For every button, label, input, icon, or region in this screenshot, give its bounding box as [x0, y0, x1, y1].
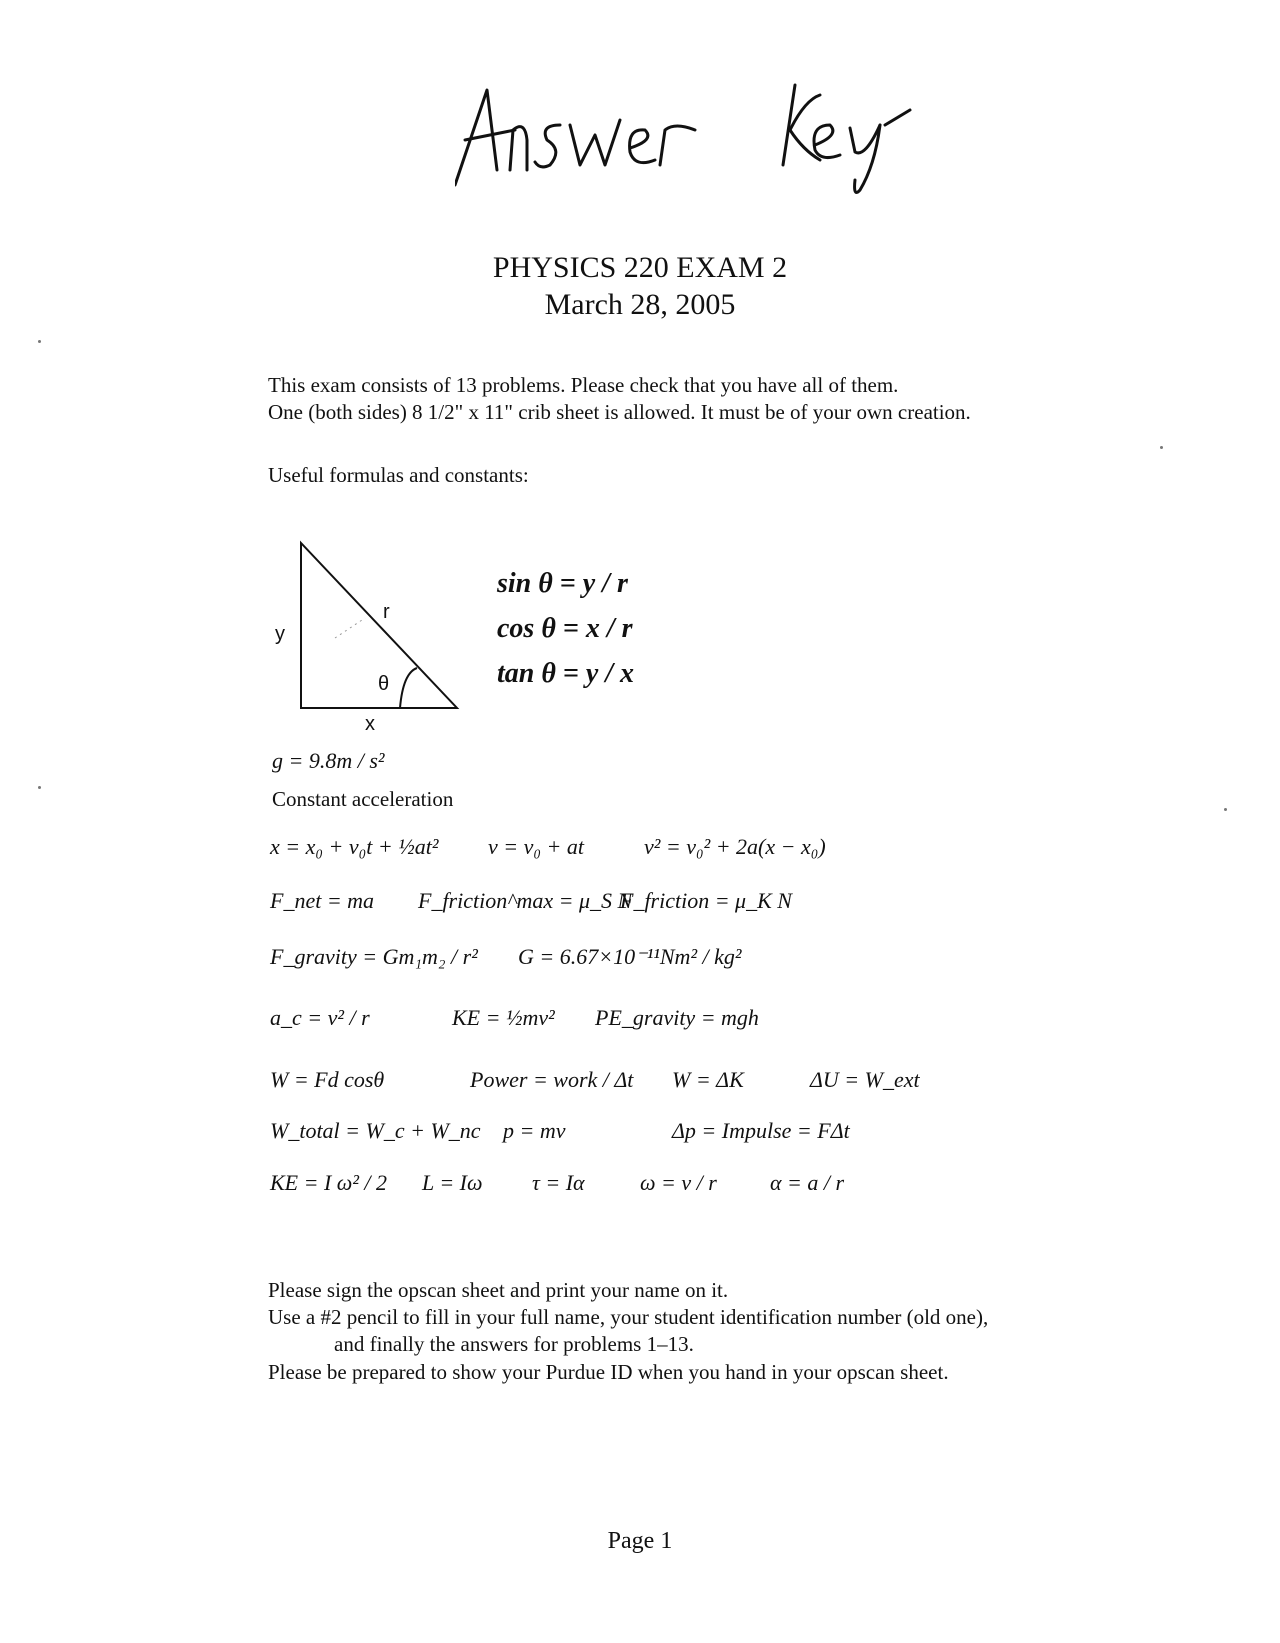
- constant-acceleration-label: Constant acceleration: [272, 787, 454, 811]
- formula-work: W = Fd cosθ: [270, 1067, 385, 1092]
- formula-potential-energy: PE_gravity = mgh: [595, 1005, 759, 1030]
- page-footer: Page 1: [607, 1528, 673, 1554]
- formula-gravity-force: F_gravity = Gm₁m₂ / r²: [270, 944, 478, 969]
- closing-line-1: Please sign the opscan sheet and print your name on it.: [268, 1278, 729, 1302]
- trig-tan: tan θ = y / x: [497, 658, 635, 689]
- formula-delta-u: ΔU = W_ext: [810, 1067, 920, 1092]
- formulas-heading: Useful formulas and constants:: [268, 463, 529, 487]
- triangle-label-theta: θ: [378, 673, 390, 695]
- formula-angular-momentum: L = Iω: [422, 1170, 483, 1195]
- formula-newton: F_net = ma: [270, 888, 375, 913]
- formula-torque: τ = Iα: [532, 1170, 585, 1195]
- formula-work-energy: W = ΔK: [672, 1067, 744, 1092]
- scan-speck: [38, 340, 41, 343]
- formula-centripetal: a_c = v² / r: [270, 1005, 370, 1030]
- formula-kinetic-friction: F_friction = μ_K N: [620, 888, 792, 913]
- formula-rotational-ke: KE = I ω² / 2: [270, 1170, 388, 1195]
- right-triangle-diagram: [265, 538, 465, 738]
- exam-date: March 28, 2005: [544, 288, 736, 321]
- formula-static-friction: F_friction^max = μ_S N: [418, 888, 633, 913]
- triangle-label-x: x: [365, 713, 375, 735]
- closing-line-4: Please be prepared to show your Purdue ID when you hand in your opscan sheet.: [268, 1360, 949, 1384]
- trig-cos: cos θ = x / r: [497, 613, 633, 644]
- instruction-line-2: One (both sides) 8 1/2" x 11" crib sheet is allowed. It must be of your own creation.: [268, 400, 971, 424]
- formula-impulse: Δp = Impulse = FΔt: [672, 1118, 850, 1143]
- triangle-label-r: r: [383, 601, 390, 623]
- closing-line-3: and finally the answers for problems 1–13.: [334, 1332, 694, 1356]
- instruction-line-1: This exam consists of 13 problems. Please check that you have all of them.: [268, 373, 899, 397]
- angle-arc: [400, 668, 417, 708]
- triangle-label-y: y: [275, 623, 285, 645]
- formula-position: x = x₀ + v₀t + ½at²: [270, 834, 439, 859]
- closing-line-2: Use a #2 pencil to fill in your full name, your student identification number (old one),: [268, 1305, 989, 1329]
- formula-power: Power = work / Δt: [470, 1067, 634, 1092]
- formula-momentum: p = mv: [503, 1118, 566, 1143]
- handwritten-answer-key: [455, 70, 925, 200]
- scan-speck: [1224, 808, 1227, 811]
- scan-speck: [38, 786, 41, 789]
- scan-speck: [1160, 446, 1163, 449]
- formula-velocity-squared: v² = v₀² + 2a(x − x₀): [644, 834, 826, 859]
- constant-g: g = 9.8m / s²: [272, 748, 385, 773]
- trig-sin: sin θ = y / r: [497, 568, 628, 599]
- formula-omega: ω = v / r: [640, 1170, 717, 1195]
- formula-kinetic-energy: KE = ½mv²: [452, 1005, 555, 1030]
- formula-velocity: v = v₀ + at: [488, 834, 584, 859]
- formula-total-work: W_total = W_c + W_nc: [270, 1118, 481, 1143]
- course-title: PHYSICS 220 EXAM 2: [492, 251, 788, 284]
- constant-big-g: G = 6.67×10⁻¹¹Nm² / kg²: [518, 944, 742, 969]
- formula-alpha: α = a / r: [770, 1170, 845, 1195]
